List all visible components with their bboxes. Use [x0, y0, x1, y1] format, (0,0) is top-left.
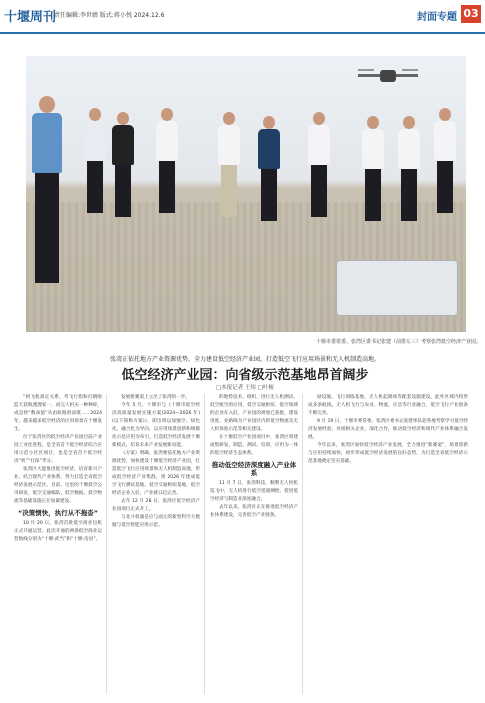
person-figure — [218, 112, 240, 217]
person-figure — [398, 116, 420, 221]
column-divider — [204, 394, 205, 694]
person-figure — [156, 108, 178, 213]
paragraph: 的地势技术，组织，进行无人机测试，低空航空的应用，低空交通枢纽、低空领域的企业在入驻，产业园的规划已获批，建设进度，业路线为产业园区内的低空物流及无人机体验示范等相关建设。 — [210, 395, 298, 432]
paragraph: “阿飞机准定关系，考飞行指和打晴啦监天获航透理家一，而完人机买一种种碎，成是将“数命值”从由轨路滑添既……2024 年，越来越多低空经济的应用场景在十堰发生。 — [14, 395, 102, 432]
article-column-1 — [14, 394, 102, 544]
edition-meta: 责任编辑:李世婧 版式:蒋小悦 2024.12.6 — [54, 12, 165, 19]
section-subhead: “决策惯快，执行从不拖沓” — [17, 509, 99, 517]
article-headline: 低空经济产业园：向省级示范基地昂首阔步 — [121, 368, 369, 383]
photo-caption: 十堰市委常委、张湾区委书记张建（前排左三）考察张湾低空经济产业园。 — [316, 339, 482, 345]
person-figure — [362, 116, 384, 221]
page-header — [0, 0, 485, 34]
equipment-case — [336, 260, 458, 316]
paragraph: 11 月 7 日，张湾科技，顺利无人机机巡飞中，无人机进行低空遥感测绘，促进低空经济与制造业深度融合。 — [210, 481, 298, 502]
paragraph: 励设施、飞行训练基地、无人机起降场等配套设施建设，此外区域内将形成多条航线，无人机飞行与农业、物流、应急等行业融合，低空飞行产业链条不断完善。 — [308, 395, 468, 416]
paragraph: 9 月 19 日，十堰市委常委、张湾区委书记张建率队赴各地考察学习低空经济发展经验，对接相关企业，深化合作，推动低空经济和现代产业体系融合发展。 — [308, 419, 468, 440]
paragraph: 今年以来，张湾区加快低空经济产业发展，全力推进“新赛道”，场景创新与应用持续加快，初步形成低空经济发展的良好态势，为打造全省低空经济示范基地奠定坚实基础。 — [308, 443, 468, 464]
person-figure — [258, 116, 280, 221]
paragraph: 发展新赛道上立出了张湾的一步。 — [121, 395, 190, 400]
section-subhead: 推动低空经济深度融入产业体系 — [211, 461, 297, 477]
person-figure — [308, 112, 330, 217]
paragraph: 去年以来，张湾区正在推进低空经济产业体系建设，完善低空产业链条。 — [210, 505, 298, 518]
masthead: 十堰周刊 — [4, 10, 57, 25]
person-figure — [32, 96, 62, 283]
paragraph: 在十堰低空产业园项目中，张湾区将建成集研发、制造、测试、培训、应用为一体的低空经济生态体系。 — [210, 435, 298, 456]
person-figure — [84, 108, 106, 213]
paragraph: 《方案》明确，张湾要依托地方产业资源优势，加快建设十堰低空经济产业园，打造低空飞行应用场景和无人机制造高地，形成低空经济产业集群，到 2026 年建成低空飞行测试基地、低空交通枢纽基地，低空经济企业入驻，产业链日趋完善。 — [112, 451, 200, 496]
article-deck: 张湾正依托地方产业资源优势，全力建设低空经济产业园，打造低空飞行应用场景和无人机制造高地。 — [109, 356, 380, 363]
page-number: 03 — [461, 5, 481, 23]
article-column-3 — [210, 394, 298, 520]
drone-icon — [358, 64, 418, 88]
column-divider — [302, 394, 303, 694]
lead-photo — [26, 56, 466, 332]
paragraph: 张湾区大能推进低空经济，培育新兴产业，结合现代产业体系，努力打造全省低空经济发展示范区。目前，这里的十堰低空公司研发，低空交通编队、低空数据、低空物流等基础设施正在加紧建设。 — [14, 467, 102, 504]
paragraph: 今年 5 月，十堰市与《十堰市低空经济高质量发展实施方案(2024—2026 年)(以下简称方案)》，即出将以加强空、绿色化、融合化为导向，以应用场景创新和规模化示范应用为牵引，打造低空经济发展十堰新模式，培育未来产业发展新动能。 — [112, 403, 200, 448]
person-figure — [434, 108, 456, 213]
paragraph: 10 月 20 日，张湾首批低空商业包机正式开通运营。此次开通的两条低空商业运营航线分别为“十堰-武当”和“十堰-房县”。 — [14, 521, 102, 542]
person-figure — [112, 112, 134, 217]
paragraph: 去年 12 月 28 日，张湾区低空经济产业园项目正式开工。 — [112, 499, 200, 512]
section-title: 封面专题 — [417, 12, 457, 23]
paragraph: 位于张湾区的低空经济产业园目前产业园工业化进程，是全省首个低空经济综合应用示范小区区项目，也是全省首个低空经济“机”“打探”齐分。 — [14, 435, 102, 464]
paragraph: 与北斗机器是应与面元的新型科空大数服与低空智能应用示范。 — [112, 515, 200, 528]
article-byline: □本报记者 王炜 □叶梳 — [216, 385, 274, 391]
article-column-4 — [308, 394, 468, 466]
column-divider — [106, 394, 107, 694]
article-column-2 — [112, 394, 200, 530]
